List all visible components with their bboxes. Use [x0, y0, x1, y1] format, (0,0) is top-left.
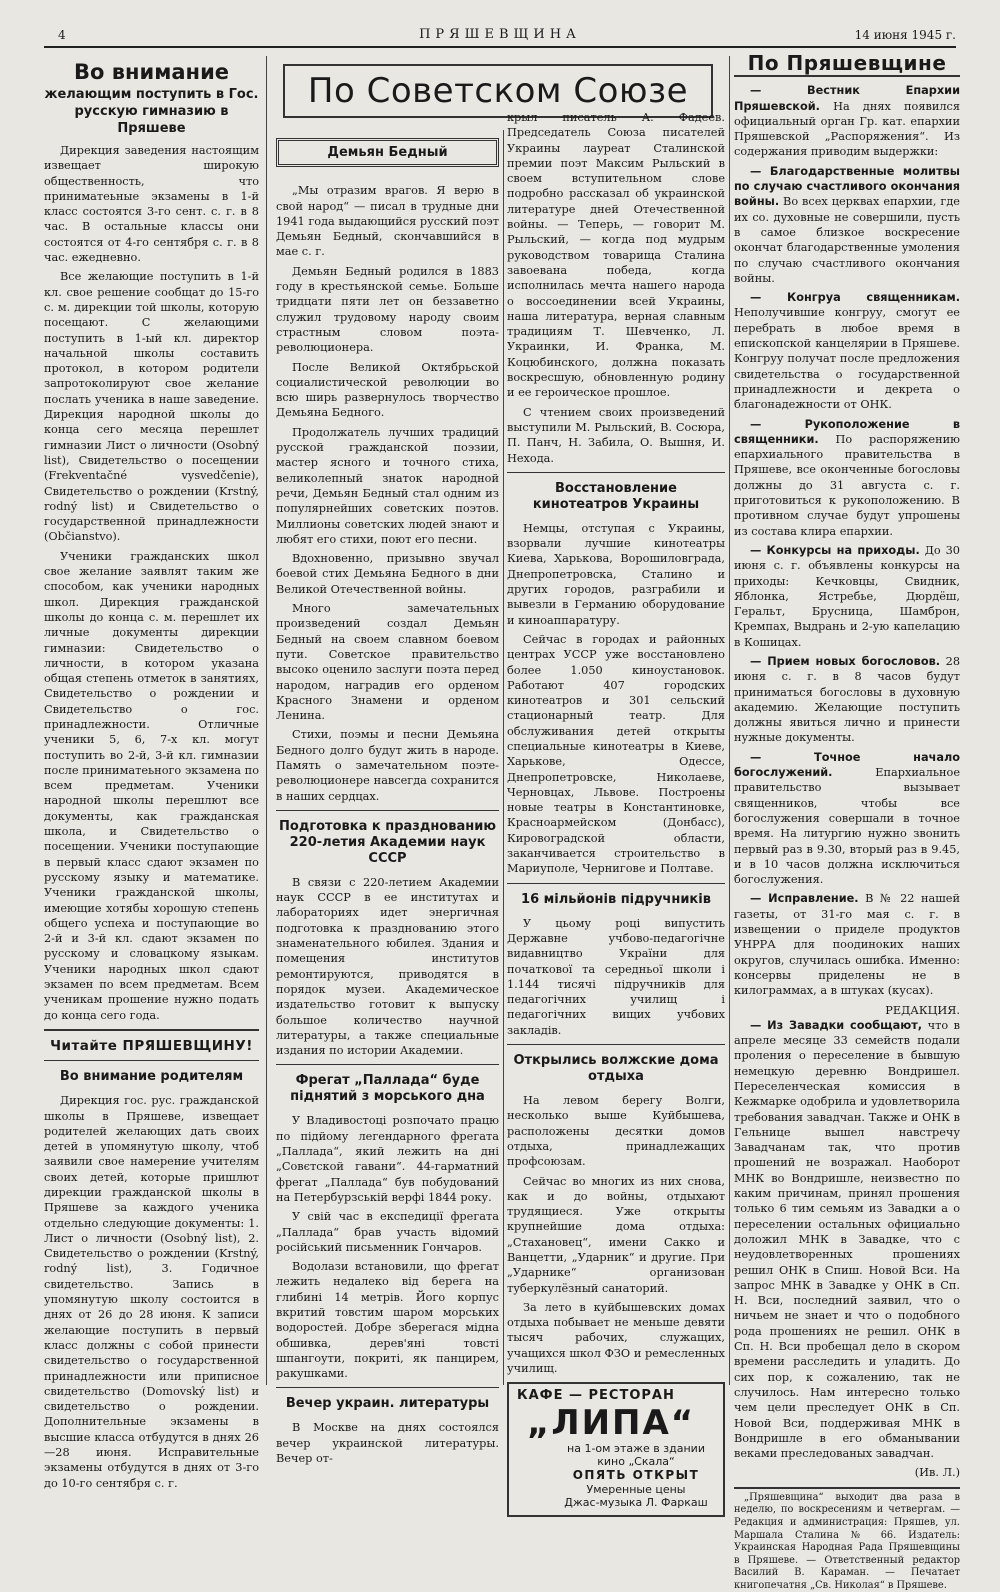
item-lead: — Рукоположение в священники.	[734, 417, 960, 446]
divider	[276, 1387, 499, 1388]
paragraph: Все желающие поступить в 1-й кл. свое решение сообщат до 15-го с. м. дирекции той школы, которую посещают. С желающими поступить в 1-ый кл. директор начальной школы составить протокол, в котором родители запротоколируют свое желание послать ученика в наше заведение. Дирекция народной школы до конца сего месяца перешлет гимназии Лист о личности (Osobný list), Свидетельство о посещении (Frekventačné vysvedčenie), Свидетельство о рождении (Krstný, rodný list) и Свидетельство о государственной принадлежности (Občianstvo).	[44, 270, 259, 544]
evening-title: Вечер украин. литературы	[285, 1396, 490, 1412]
column-divider	[729, 56, 730, 1385]
paragraph: „Мы отразим врагов. Я верю в свой народ“ — писал в трудные дни 1941 года выдающийся русский поэт Демьян Бедный, скончавшийся в мае с. г.	[276, 184, 499, 259]
item-text: что в апреле месяце 33 семейств подали проления о переселение в бывшую немецкую деревню Вондришел. Переселенческая комиссия в Кежмарке одобрила и удовлетворила требования завадчан. Также и ОНК в Гельнице вышел навстречу Завадчанам так, что против прошений не возражал. Наоборот МНК во Вондришле, неизвестно по каким причинам, принял прошения только 6 тим семьям из Завадки а о переселении остальных официально доложил МНК в Завадке, что с неудовлетворенных прошениях решил ОНК в Спиш. Новой Вси. На запрос МНК в Завадке у ОНК в Сп. Н. Вси, последний заявил, что о ничьем не знает и что о подобного рода прошениях не решил. ОНК в Сп. Н. Вси пробещал дело в скором времени расследить и уладить. До сих пор, к сожалению, так не случилось. Нам интересно только чем цели преследует ОНК в Сп. Новой Вси, поддерживая МНК в Вондришле в его обманывании веками преследованых завадчан.	[734, 1018, 960, 1461]
paragraph: Вдохновенно, призывно звучал боевой стих Демьяна Бедного в дни Великой Отечественной войны.	[276, 552, 499, 596]
paragraph: Дирекция гос. рус. гражданской школы в Пряшеве, извещает родителей желающих дать своих детей в упомянутую школу, чтоб заявили свое намерение учителям своих детей, которые пришлют дирекции гражданской школы в Пряшеве за каждого ученика отдельно следующие документы: 1. Лист о личности (Osobný list), 2. Свидетельство о рождении (Krstný, rodný list), 3. Годичное свидетельство. Запись в упомянутую школу состоится в днях от 26 до 28 июня. К записи желающие поступить в первый класс должны с собой принести свидетельство о государственной принадлежности или приписное свидетельство (Domovský list) и свидетельство о рождении. Дополнительные экзамены в высшие класса отбудутся в днях 26—28 июня. Исправительные экзамены отбудутся в днях от 3-го до 10-го сентября с. г.	[44, 1094, 259, 1490]
cinema-title: Восстановление кинотеатров Украины	[532, 480, 700, 512]
ad-line: Умеренные цены	[586, 1482, 686, 1496]
paragraph: У свій час в експедиції фрегата „Паллада“ брав участь відомий російський письменник Гончаров.	[276, 1210, 499, 1254]
news-item	[734, 750, 960, 888]
ad-name: „ЛИПА“	[527, 1402, 696, 1443]
item-lead: — Благодарственные молитвы по случаю счастливого окончания войны.	[734, 164, 960, 209]
divider	[276, 810, 499, 811]
item-text: В № 22 нашей газеты, от 31-го мая с. г. в извещении о приделе продуктов УНРРА для поодиноких наших округов, случилась ошибка. Именно: консервы приделены не в килограммах, а в штуках (кусах).	[734, 892, 960, 998]
news-item	[734, 654, 960, 746]
column-divider	[503, 130, 504, 1385]
news-item	[734, 891, 960, 998]
divider	[44, 1060, 259, 1061]
item-text: Неполучившие конгруу, смогут ее перебрать в любое время в епископской канцелярии в Пряшеве. Конгруу получат после предложения свидетельства о государственной принадлежности и декрета о благонадежности от ОНК.	[734, 306, 960, 412]
item-lead: — Точное начало богослужений.	[734, 750, 960, 780]
divider	[507, 1044, 725, 1045]
masthead: ПРЯШЕВЩИНА	[419, 27, 581, 42]
item-lead: — Прием новых богословов.	[750, 654, 941, 668]
column-divider	[266, 56, 267, 1385]
item-text: Епархиальное правительство вызывает священников, чтобы все богослужения совершали в точное время. На литургию нужно звонить первый раз в 9.30, вторый раз в 9.45, и в 10 часов должна исключиться богослужения.	[734, 766, 960, 887]
paragraph: Много замечательных произведений создал Демьян Бедный на своем славном боевом пути. Советское правительство высоко оценило заслуги поэта перед народом, наградив его орденом Красного Знамени и орденом Ленина.	[276, 602, 499, 723]
paragraph: В связи с 220-летием Академии наук СССР в ее институтах и лабораториях идет энергичная подготовка к празднованию этого знаменательного юбилея. Здания и помещения институтов ремонтируются, приводятся в порядок музеи. Академическое издательство готовит к выпуску большое количество научной литературы, а также специальные издания по истории Академии.	[276, 875, 499, 1058]
column-gymnasium	[44, 56, 259, 1490]
news-item	[734, 543, 960, 650]
item-text: На днях появился официальный орган Гр. кат. епархии Пряшевской „Распоряжения“. Из содержания приводим выдержки:	[734, 99, 960, 159]
news-item	[734, 417, 960, 539]
ad-line: Джас-музыка Л. Фаркаш	[564, 1495, 708, 1509]
read-banner: Читайте ПРЯШЕВЩИНУ!	[50, 1037, 253, 1054]
paragraph: Сейчас во многих из них снова, как и до войны, отдыхают трудящиеся. Уже открыты крупнейшие дома отдыха: „Стахановец“, имени Сакко и Ванцетти, „Ударник“ и другие. При „Ударнике“ организован туберкулёзный санаторий.	[507, 1174, 725, 1295]
redaction-signature: РЕДАКЦИЯ.	[885, 1003, 960, 1017]
page-number: 4	[58, 28, 66, 42]
item-lead: — Вестник Епархии Пряшевской.	[734, 84, 960, 113]
volga-title: Открылись волжские дома отдыха	[513, 1053, 719, 1085]
paragraph: Водолази встановили, що фрегат лежить недалеко від берега на глибині 14 метрів. Його корпус вкритий товстим шаром морських водоростей. Добре зберегася мідна обшивка, дерев'яні товсті шпангоути, покриті, як панцирем, ракушками.	[276, 1260, 499, 1381]
column-soviet-right	[507, 110, 725, 1509]
news-item	[734, 290, 960, 412]
gymnasium-subtitle: желающим поступить в Гос. русскую гимназию в Пряшеве	[44, 87, 259, 136]
textbooks-title: 16 мільйонів підручників	[521, 891, 711, 907]
item-lead: — Исправление.	[750, 892, 859, 906]
author-signature: (Ив. Л.)	[914, 1466, 960, 1480]
paragraph: Ученики гражданских школ свое желание заявлят таким же способом, как ученики народных школ. Дирекция гражданской школы до конца с. м. перешлет их личные документы дирекции гимназии: Свидетельство о личности, в котором указана общая степень отметок в занятиях, Свидетельство о рождении и Свидетельство о гос. принадлежности. Отличные ученики 5, 6, 7-х кл. могут поступить во 2-й, 3-й кл. гимназии после приниматеьного экзамена по всем предметам. Ученики народной школы перешлют все документы, как гражданская школа, и Свидетельство о посещении. Ученики поступающие в первый класс сдают экзамен по русскому языку и математике. Ученики гражданской школы, имеющие хотябы хорошую степень общего успеха и поступающие во 2-й и 3-й кл. сдают экзамен по русскому и словацкому языкам. Ученики народных школ сдают экзамен по всем предметам. Всем ученикам прошение нужно подать до конца сего года.	[44, 549, 259, 1022]
lipa-advertisement	[507, 1382, 725, 1517]
news-item	[734, 1018, 960, 1462]
paragraph: Демьян Бедный родился в 1883 году в крестьянской семье. Больше тридцати пяти лет он беззаветно служил трудовому народу своим страстным словом поэта-революционера.	[276, 264, 499, 355]
imprint: „Пряшевщина“ выходит два раза в неделю, по воскресениям и четвергам. — Редакция и администрация: Пряшев, ул. Маршала Сталина № 66. Издатель: Украинская Народная Рада Пряшевщины в Пряшеве. — Ответственный редактор Василий В. Караман. — Печатает книгопечатня „Св. Николая“ в Пряшеве.	[734, 1491, 960, 1591]
divider	[507, 883, 725, 884]
divider	[276, 1064, 499, 1065]
divider	[44, 1029, 259, 1031]
paragraph: За лето в куйбышевских домах отдыха побывает не меньше девяти тысяч рабочих, служащих, учащихся школ ФЗО и ремесленных училищ.	[507, 1300, 725, 1376]
item-lead: — Из Завадки сообщают,	[750, 1018, 923, 1032]
item-text: Во всех церквах епархии, где их со. духовные не совершили, пусть в самое близкое воскресение окончат благодарственные умоления по случаю счастливого окончания войны.	[734, 195, 960, 285]
demyan-title: Демьян Бедный	[276, 138, 499, 167]
paragraph: В Москве на днях состоялся вечер украинской литературы. Вечер от-	[276, 1421, 499, 1466]
paragraph: Стихи, поэмы и песни Демьяна Бедного долго будут жить в народе. Память о замечательном поэте-революционере навсегда сохранится в наших сердцах.	[276, 728, 499, 803]
paragraph: крыл писатель А. Фадеев. Председатель Союза писателей Украины лауреат Сталинской премии поэт Максим Рыльский в своем вступительном слове подробно рассказал об украинской литературе дней Отечественной войны. — Теперь, — говорит М. Рыльский, — когда под мудрым руководством товарища Сталина завоевана победа, когда исполнилась мечта нашего народа о воссоединении всей Украины, наша литература, верная славным традициям Т. Шевченко, Л. Украинки, И. Франка, М. Коцюбинского, должна показать воскресшую, обновленную родину и ее героическое прошлое.	[507, 111, 725, 400]
paragraph: У Владивостоці розпочато працю по підйому легендарного фрегата „Паллада“, який лежить на дні „Совєтской гавани“. 44-гарматний фрегат „Паллада“ був побудований на Петербурзській верфі 1844 року.	[276, 1114, 499, 1204]
pallada-title: Фрегат „Паллада“ буде піднятий з морського дна	[290, 1073, 485, 1105]
paragraph: После Великой Октябрьской социалистической революции во всю ширь развернулось творчество Демьяна Бедного.	[276, 360, 499, 420]
academy-title: Подготовка к празднованию 220-летия Академии наук СССР	[279, 818, 496, 866]
item-text: До 30 июня с. г. объявлены конкурсы на приходы: Кечковцы, Свидник, Яблонка, Ястребье, Дюрдёш, Геральт, Брусница, Шамброн, Кремпах, Выдрань и 2-ую капелацию в Кошицах.	[734, 543, 960, 649]
issue-date: 14 июня 1945 г.	[854, 28, 956, 42]
item-text: По распоряжению епархиального правительства в Пряшеве, все оконченные богословы должны до 31 августа с. г. приготовиться к рукоположению. В противном случае будут упрошены из состава клира епархии.	[734, 432, 960, 538]
divider	[507, 472, 725, 473]
soviet-union-heading: По Советском Союзе	[283, 64, 713, 118]
parents-title: Во внимание родителям	[59, 1069, 244, 1085]
column-soviet-left	[276, 130, 499, 1466]
item-lead: — Конкурсы на приходы.	[750, 543, 920, 557]
paragraph: Дирекция заведения настоящим извещает широкую общественность, что приниматеьные экзамены в 1-й класс состоятся 3-го сент. с. г. в 8 час. В остальные классы они состоятся от 4-го сентября с. г. в 8 час. ежедневно.	[44, 144, 259, 265]
paragraph: Сейчас в городах и районных центрах УССР уже восстановлено более 1.050 киноустановок. Работают 407 городских кинотеатров и 301 сельский стационарный театр. Для обслуживания детей открыты специальные кинотеатры в Киеве, Харькове, Одессе, Днепропетровске, Николаеве, Черновцах, Львове. Построены новые театры в Константиновке, Красноармейском (Донбасс), Кировоградской области, заканчивается строительство в Мариуполе, Чернигове и Полтаве.	[507, 632, 725, 876]
column-pryashevshchina	[734, 51, 961, 1591]
pryashevshchina-title: По Пряшевщине	[734, 56, 960, 77]
divider	[734, 1487, 960, 1489]
paragraph: Немцы, отступая с Украины, взорвали лучшие кинотеатры Киева, Харькова, Ворошиловграда, Днепропетровска, Сталино и других городов, разграбили и вывезли в Германию оборудование и киноаппаратуру.	[507, 521, 725, 627]
page-header	[44, 26, 956, 48]
paragraph: Продолжатель лучших традиций русской гражданской поэзии, мастер ясного и точного стиха, великолепный знаток народной речи, Демьян Бедный стал одним из популярнейших советских поэтов. Миллионы советских людей знают и любят его стихи, поют его песни.	[276, 425, 499, 546]
paragraph: У цьому році випустить Державне учбово-педагогічне видавництво України для початкової та середньої школи і 1.144 тисячі підручників для педагогічних училищ і педагогічних вищих учбових закладів.	[507, 916, 725, 1037]
item-lead: — Конгруа священникам.	[750, 291, 960, 305]
news-item	[734, 83, 960, 159]
news-item	[734, 164, 960, 286]
item-text: 28 июня с. г. в 8 часов будут приниматься богословы в духовную академию. Желающие поступить должны явиться лично и принести нужные документы.	[734, 654, 961, 745]
paragraph: С чтением своих произведений выступили М. Рыльский, В. Сосюра, П. Панч, Н. Забила, О. Вышня, И. Нехода.	[507, 405, 725, 465]
paragraph: На левом берегу Волги, несколько выше Куйбышева, расположены десятки домов отдыха, принадлежащих профсоюзам.	[507, 1094, 725, 1169]
gymnasium-title: Во внимание	[73, 60, 230, 84]
ad-line: ОПЯТЬ ОТКРЫТ	[572, 1467, 700, 1482]
ad-line: на 1-ом этаже в здании кино „Скала“	[567, 1441, 705, 1468]
ad-line: КАФЕ — РЕСТОРАН	[517, 1388, 675, 1404]
